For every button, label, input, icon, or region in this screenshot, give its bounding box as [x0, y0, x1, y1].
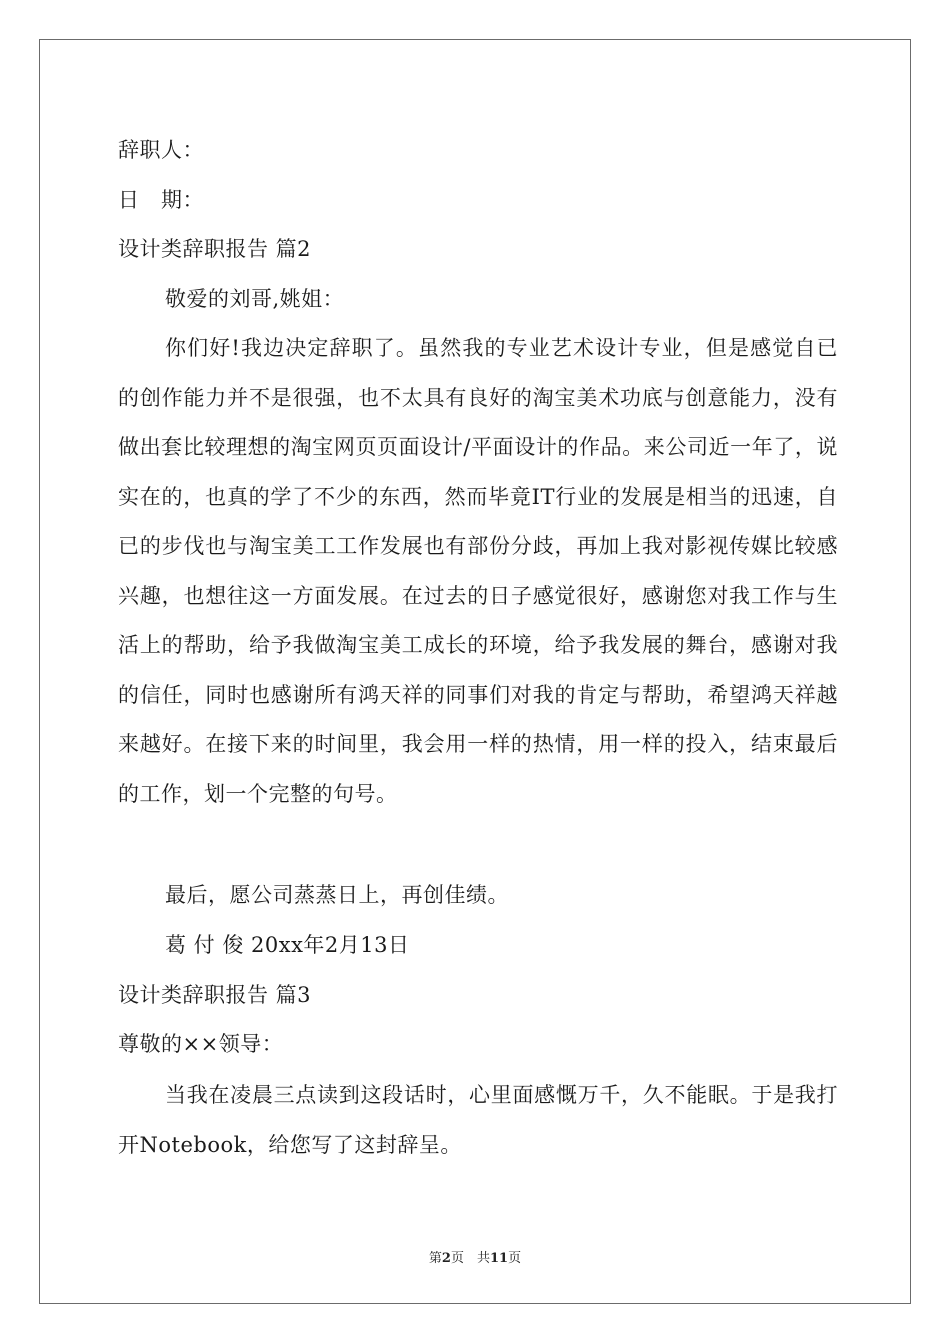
- body-paragraph-3: 当我在凌晨三点读到这段话时，心里面感慨万千，久不能眠。于是我打开Notebook，给您写了这封辞呈。: [118, 1083, 838, 1157]
- footer-mid: 页 共: [450, 1251, 490, 1266]
- signature-date-2: 葛 付 俊 20xx年2月13日: [165, 933, 410, 957]
- footer-total-pages: 11: [489, 1251, 509, 1266]
- footer-current-page: 2: [441, 1251, 451, 1266]
- footer-prefix: 第: [428, 1251, 442, 1266]
- section-heading-2: 设计类辞职报告 篇2: [118, 237, 312, 261]
- page-footer: [0, 1247, 950, 1266]
- closing-2: 最后，愿公司蒸蒸日上，再创佳绩。: [165, 883, 509, 907]
- salutation-3: 尊敬的××领导：: [118, 1032, 284, 1056]
- date-label: 日 期：: [118, 188, 204, 212]
- body-paragraph-2: 你们好!我边决定辞职了。虽然我的专业艺术设计专业，但是感觉自已的创作能力并不是很强，也不太具有良好的淘宝美术功底与创意能力，没有做出套比较理想的淘宝网页页面设计/平面设计的作品。来公司近一年了，说实在的，也真的学了不少的东西，然而毕竟IT行业的发展是相当的迅速，自已的步伐也与淘宝美工工作发展也有部份分歧，再加上我对影视传媒比较感兴趣，也想往这一方面发展。在过去的日子感觉很好，感谢您对我工作与生活上的帮助，给予我做淘宝美工成长的环境，给予我发展的舞台，感谢对我的信任，同时也感谢所有鸿天祥的同事们对我的肯定与帮助，希望鸿天祥越来越好。在接下来的时间里，我会用一样的热情，用一样的投入，结束最后的工作，划一个完整的句号。: [118, 336, 838, 806]
- section-heading-3: 设计类辞职报告 篇3: [118, 983, 312, 1007]
- salutation-2: 敬爱的刘哥,姚姐：: [165, 287, 345, 311]
- footer-suffix: 页: [508, 1251, 522, 1266]
- resigner-label: 辞职人：: [118, 138, 204, 162]
